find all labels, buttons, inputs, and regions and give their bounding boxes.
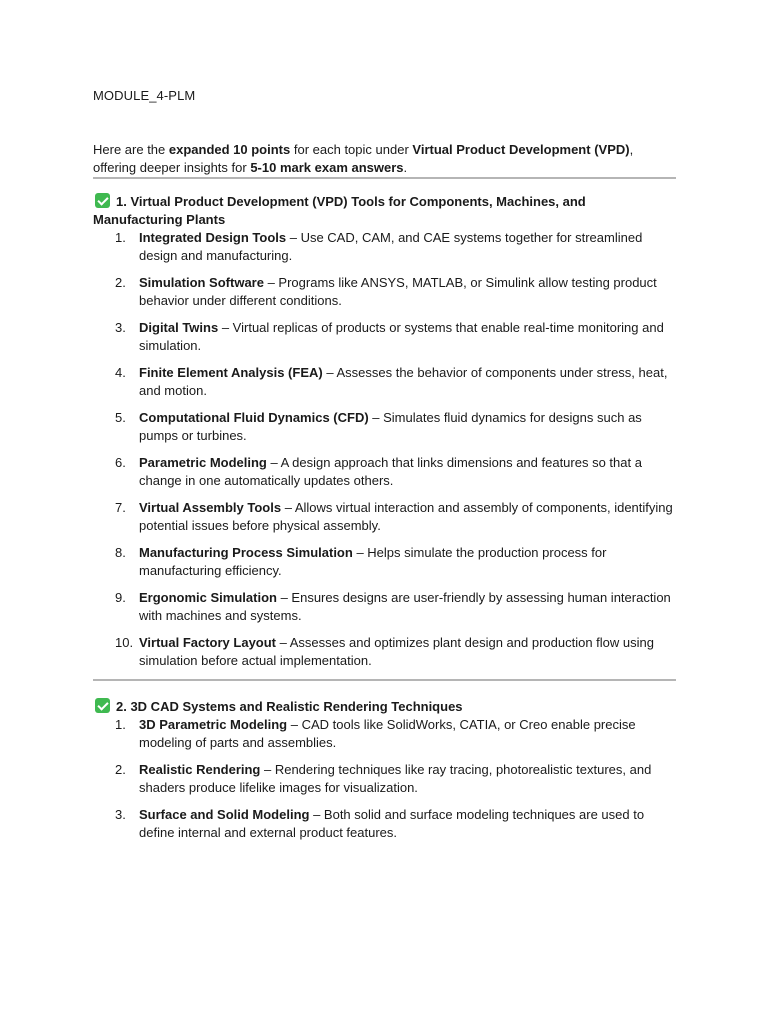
list-number: 3. [115, 320, 126, 335]
intro-bold: Virtual Product Development (VPD) [412, 142, 630, 157]
list-number: 10. [115, 635, 134, 650]
document-page [93, 87, 677, 851]
list-number: 8. [115, 545, 126, 560]
list-item [93, 806, 677, 841]
section-heading-text: 1. Virtual Product Development (VPD) Tools for Components, Machines, and Manufacturing Plants [93, 194, 586, 227]
list-item-term: Virtual Factory Layout [139, 635, 277, 650]
list-item [93, 319, 677, 354]
list-item [93, 761, 677, 796]
intro-text: . [403, 160, 408, 175]
list-item-term: Realistic Rendering [139, 762, 261, 777]
section-divider [93, 177, 676, 179]
list-item [93, 716, 677, 751]
list-number: 9. [115, 590, 126, 605]
list-item-term: Parametric Modeling [139, 455, 267, 470]
section-list [93, 229, 677, 669]
intro-text: for each topic under [290, 142, 413, 157]
check-mark-icon [95, 698, 110, 713]
list-item-desc: – Virtual replicas of products or systems that enable real-time monitoring and simulation. [139, 320, 664, 353]
check-mark-icon [95, 193, 110, 208]
intro-bold: expanded 10 points [168, 142, 291, 157]
list-item-desc: – Rendering techniques like ray tracing, photorealistic textures, and shaders produce lifelike images for visualization. [139, 762, 652, 795]
list-number: 2. [115, 275, 126, 290]
list-number: 4. [115, 365, 126, 380]
list-number: 2. [115, 762, 126, 777]
list-item-term: Simulation Software [139, 275, 264, 290]
list-item-desc: – Assesses the behavior of components under stress, heat, and motion. [139, 365, 668, 398]
list-item-term: 3D Parametric Modeling [139, 717, 288, 732]
list-item-desc: – Programs like ANSYS, MATLAB, or Simulink allow testing product behavior under different conditions. [139, 275, 657, 308]
intro-paragraph [93, 141, 677, 177]
list-item [93, 499, 677, 534]
list-number: 5. [115, 410, 126, 425]
list-item-desc: – CAD tools like SolidWorks, CATIA, or Creo enable precise modeling of parts and assemblies. [139, 717, 636, 750]
list-item-term: Digital Twins [139, 320, 219, 335]
list-item-desc: – Helps simulate the production process for manufacturing efficiency. [139, 545, 607, 578]
list-number: 3. [115, 807, 126, 822]
list-item [93, 229, 677, 264]
list-number: 1. [115, 717, 126, 732]
list-item-term: Virtual Assembly Tools [139, 500, 282, 515]
intro-text: , offering deeper insights for [93, 142, 634, 175]
intro-text: Here are the [93, 142, 169, 157]
list-item [93, 409, 677, 444]
list-item [93, 589, 677, 624]
intro-bold: 5-10 mark exam answers [250, 160, 404, 175]
list-number: 6. [115, 455, 126, 470]
list-item-desc: – A design approach that links dimensions and features so that a change in one automatically updates others. [139, 455, 642, 488]
list-item-term: Finite Element Analysis (FEA) [139, 365, 323, 380]
list-number: 1. [115, 230, 126, 245]
list-item-term: Surface and Solid Modeling [139, 807, 310, 822]
list-item-term: Ergonomic Simulation [139, 590, 277, 605]
section-list [93, 716, 677, 841]
list-item-desc: – Use CAD, CAM, and CAE systems together for streamlined design and manufacturing. [139, 230, 643, 263]
list-item-term: Integrated Design Tools [139, 230, 287, 245]
list-item-desc: – Both solid and surface modeling techniques are used to define internal and external product features. [139, 807, 645, 840]
list-item-term: Computational Fluid Dynamics (CFD) [139, 410, 369, 425]
section-heading [93, 193, 677, 229]
list-item [93, 634, 677, 669]
list-item-desc: – Allows virtual interaction and assembly of components, identifying potential issues before physical assembly. [139, 500, 673, 533]
list-item-desc: – Assesses and optimizes plant design and production flow using simulation before actual implementation. [139, 635, 654, 668]
list-item [93, 454, 677, 489]
list-item [93, 364, 677, 399]
list-item [93, 544, 677, 579]
list-number: 7. [115, 500, 126, 515]
list-item-desc: – Ensures designs are user-friendly by assessing human interaction with machines and systems. [139, 590, 671, 623]
list-item [93, 274, 677, 309]
list-item-term: Manufacturing Process Simulation [139, 545, 353, 560]
list-item-desc: – Simulates fluid dynamics for designs such as pumps or turbines. [139, 410, 642, 443]
section-heading [93, 698, 677, 716]
section-heading-text: 2. 3D CAD Systems and Realistic Rendering Techniques [116, 699, 463, 714]
document-title: MODULE_4-PLM [93, 88, 196, 103]
section-divider [93, 679, 676, 681]
